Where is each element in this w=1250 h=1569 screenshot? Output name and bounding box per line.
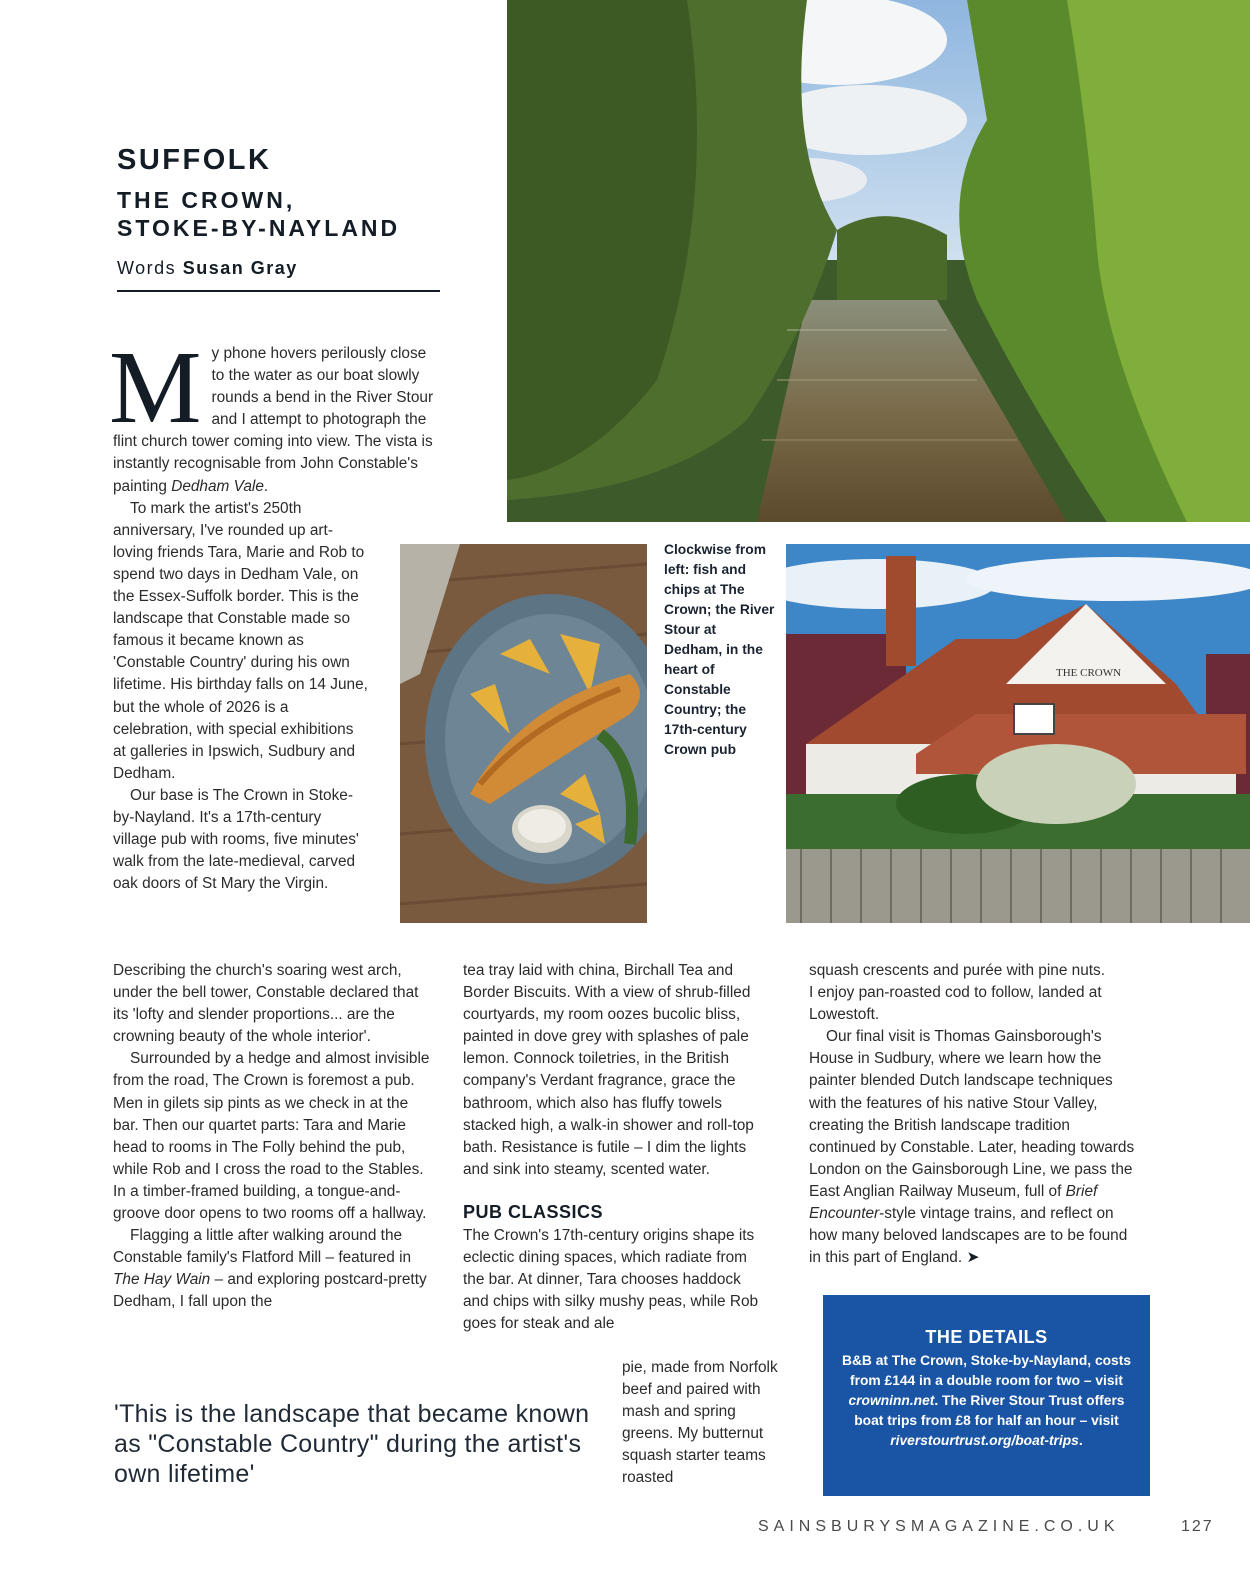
painting-title-2: The Hay Wain (113, 1271, 211, 1289)
col3-paragraph-2-end: -style vintage trains, and reflect on how many beloved landscapes are to be found in this part of England. (809, 1205, 1128, 1267)
paragraph-1-end: . (263, 477, 269, 495)
paragraph-4: Surrounded by a hedge and almost invisible from the road, The Crown is foremost a pub. Men in gilets sip pints as we check in at the bar. Then our quartet parts: Tara and Marie head to rooms in The Folly behind the pub, while Rob and I cross the road to the Stables. In a timber-framed building, a tongue-and-groove door opens to two rooms off a hallway. (113, 1050, 430, 1223)
details-title: THE DETAILS (925, 1327, 1048, 1347)
article-title (117, 186, 400, 242)
col3-paragraph-2-text: Our final visit is Thomas Gainsborough's House in Sudbury, where we learn how the painter blended Dutch landscape techniques with the features of his native Stour Valley, creating the British landscape tradition continued by Constable. Later, heading towards London on the Gainsborough Line, we pass the East Anglian Railway Museum, full of (809, 1028, 1135, 1200)
paragraph-5-text: Flagging a little after walking around the Constable family's Flatford Mill – featured in (113, 1227, 412, 1267)
details-text-2: . The River Stour Trust offers boat trips from £8 for half an hour – visit (854, 1393, 1125, 1428)
column-1-upper (109, 330, 434, 895)
photo-caption: Clockwise from left: fish and chips at The Crown; the River Stour at Dedham, in the heart of Constable Country; the 17th-century Crown pub (664, 542, 775, 757)
details-box (823, 1295, 1150, 1496)
footer-site: SAINSBURYSMAGAZINE.CO.UK (758, 1518, 1120, 1535)
painting-title: Dedham Vale (171, 477, 264, 495)
pub-sign-text: THE CROWN (1056, 667, 1122, 679)
column-1-lower (113, 960, 438, 1314)
column-2-continued (622, 1357, 790, 1490)
details-text-1: B&B at The Crown, Stoke-by-Nayland, costs from £144 in a double room for two – visit (841, 1353, 1131, 1388)
details-body (837, 1351, 1136, 1451)
paragraph-5-end: – and exploring postcard-pretty Dedham, I fall upon the (113, 1271, 427, 1311)
river-stour-photo (507, 0, 1250, 522)
crown-pub-photo (786, 544, 1250, 923)
byline-author: Susan Gray (182, 258, 298, 278)
col3-paragraph-1: squash crescents and purée with pine nuts. I enjoy pan-roasted cod to follow, landed at Lowestoft. (809, 962, 1106, 1024)
fish-and-chips-photo (400, 544, 647, 923)
title-line-1: THE CROWN, (117, 187, 296, 213)
paragraph-1 (109, 330, 435, 498)
end-mark-icon: ➤ (966, 1249, 980, 1267)
col2-paragraph-2-cont: pie, made from Norfolk beef and paired with mash and spring greens. My butternut squash starter teams roasted (622, 1359, 778, 1487)
headline-rule (117, 290, 440, 292)
byline (117, 258, 298, 279)
paragraph-3b: Describing the church's soaring west arch, under the bell tower, Constable declared that its 'lofty and slender proportions... are the crowning beauty of the whole interior'. (113, 962, 419, 1046)
column-2 (463, 960, 775, 1336)
paragraph-3a: Our base is The Crown in Stoke-by-Nayland. It's a 17th-century village pub with rooms, five minutes' walk from the late-medieval, carved oak doors of St Mary the Virgin. (113, 786, 359, 893)
section-subhead: PUB CLASSICS (463, 1201, 604, 1222)
drop-cap: M (109, 330, 202, 445)
film-title: Brief Encounter (809, 1182, 1098, 1223)
page-number: 127 (1181, 1518, 1214, 1535)
paragraph-2: To mark the artist's 250th anniversary, I've rounded up art-loving friends Tara, Marie and Rob to spend two days in Dedham Vale, on the Essex-Suffolk border. This is the landscape that Constable made so famous it became known as 'Constable Country' during his own lifetime. His birthday falls on 14 June, but the whole of 2026 is a celebration, with special exhibitions at galleries in Ipswich, Sudbury and Dedham. (113, 499, 368, 782)
crowninn-link[interactable]: crowninn.net (848, 1393, 935, 1408)
paragraph-1-text: y phone hovers perilously close to the water as our boat slowly rounds a bend in the River Stour and I attempt to photograph the flint church tower coming into view. The vista is instantly recognisable from John Constable's painting (113, 345, 434, 495)
title-line-2: STOKE-BY-NAYLAND (117, 215, 401, 241)
col2-paragraph-1: tea tray laid with china, Birchall Tea and Border Biscuits. With a view of shrub-filled courtyards, my room oozes bucolic bliss, painted in dove grey with splashes of pale lemon. Connock toiletries, in the British company's Verdant fragrance, grace the bathroom, which also has fluffy towels stacked high, a walk-in shower and roll-top bath. Resistance is futile – I dim the lights and sink into steamy, scented water. (463, 962, 754, 1178)
col3-paragraph-2 (809, 1026, 1139, 1269)
riverstourtrust-link[interactable]: riverstourtrust.org/boat-trips (890, 1433, 1079, 1448)
region-kicker: SUFFOLK (117, 144, 272, 176)
column-3 (809, 960, 1139, 1269)
col2-paragraph-2: The Crown's 17th-century origins shape its eclectic dining spaces, which radiate from the bar. At dinner, Tara chooses haddock and chips with silky mushy peas, while Rob goes for steak and ale (463, 1227, 759, 1333)
byline-label: Words (117, 258, 177, 278)
paragraph-5 (113, 1225, 438, 1313)
details-text-3: . (1078, 1433, 1083, 1448)
pull-quote: 'This is the landscape that became known as "Constable Country" during the artist's own lifetime' (114, 1400, 590, 1488)
